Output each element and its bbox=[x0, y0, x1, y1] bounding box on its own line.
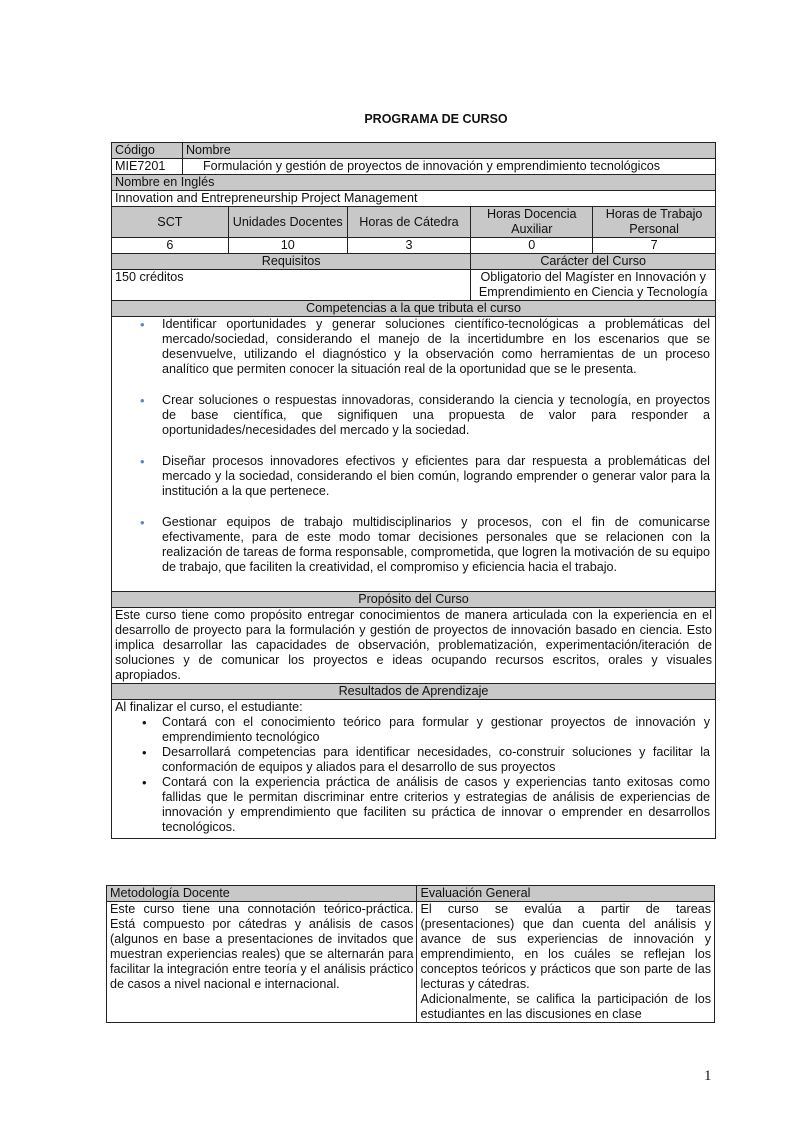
name-label: Nombre bbox=[182, 143, 715, 159]
course-character-value: Obligatorio del Magíster en Innovación y Emprendimiento en Ciencia y Tecnología bbox=[471, 270, 716, 301]
sct-value: 6 bbox=[112, 238, 229, 254]
requirements-value: 150 créditos bbox=[112, 270, 471, 301]
lecture-hours-value: 3 bbox=[347, 238, 471, 254]
purpose-label: Propósito del Curso bbox=[112, 592, 716, 608]
list-item: • Contará con la experiencia práctica de análisis de casos y experiencias tanto exitosas como fallidas que le permitan discriminar entre criterios y estrategias de análisis de experiencias de innovación y emprendimiento que faciliten su práctica de innovar o emprender en desarrollos tecnológicos. bbox=[115, 775, 712, 835]
competencies-list bbox=[115, 317, 712, 575]
code-label: Código bbox=[112, 143, 183, 159]
results-label: Resultados de Aprendizaje bbox=[112, 684, 716, 700]
english-name-label: Nombre en Inglés bbox=[112, 175, 716, 191]
competencies-label: Competencias a la que tributa el curso bbox=[112, 301, 716, 317]
list-item: • Gestionar equipos de trabajo multidisciplinarios y procesos, con el fin de comunicarse efectivamente, para de este modo tomar decisiones personales que se relacionen con la realización de tareas de forma responsable, comprometida, que logren la motivación de su equipo de trabajo, que faciliten la creatividad, el compromiso y eficiencia hacia el trabajo. bbox=[115, 515, 712, 575]
methodology-evaluation-table bbox=[106, 885, 715, 1023]
auxiliary-hours-value: 0 bbox=[471, 238, 593, 254]
methodology-text: Este curso tiene una connotación teórico-práctica. Está compuesto por cátedras y análisis de casos (algunos en base a presentaciones de invitados que muestran experiencias reales) que se alternarán para facilitar la integración entre teoría y el análisis práctico de casos a nivel nacional e internacional. bbox=[107, 902, 417, 1023]
evaluation-participation-text: Adicionalmente, se califica la participación de los estudiantes en las discusiones en clase bbox=[420, 992, 711, 1021]
results-list bbox=[115, 715, 712, 835]
page-number: 1 bbox=[704, 1068, 712, 1084]
personal-work-hours-header: Horas de Trabajo Personal bbox=[593, 207, 716, 238]
sct-header: SCT bbox=[112, 207, 229, 238]
english-name: Innovation and Entrepreneurship Project Management bbox=[112, 191, 716, 207]
list-item: • Desarrollará competencias para identificar necesidades, co-construir soluciones y facilitar la conformación de equipos y aliados para el desarrollo de sus proyectos bbox=[115, 745, 712, 775]
list-item: • Diseñar procesos innovadores efectivos y eficientes para dar respuesta a problemáticas del mercado y la sociedad, considerando el bien común, logrando emprender o generar valor para la institución a la que pertenece. bbox=[115, 454, 712, 499]
list-item: • Crear soluciones o respuestas innovadoras, considerando la ciencia y tecnología, en proyectos de base científica, que signifiquen una propuesta de valor para responder a oportunidades/necesidades del mercado y la sociedad. bbox=[115, 393, 712, 438]
course-program-table bbox=[111, 142, 716, 839]
list-item: • Identificar oportunidades y generar soluciones científico-tecnológicas a problemáticas del mercado/sociedad, considerando el manejo de la incertidumbre en los escenarios que se desenvuelve, utilizando el diagnóstico y la observación como herramientas de un proceso analítico que permiten conocer la situación real de la oportunidad que se le presenta. bbox=[115, 317, 712, 377]
teaching-units-header: Unidades Docentes bbox=[228, 207, 347, 238]
course-code: MIE7201 bbox=[112, 159, 183, 175]
results-intro: Al finalizar el curso, el estudiante: bbox=[115, 700, 303, 714]
purpose-text: Este curso tiene como propósito entregar conocimientos de manera articulada con la experiencia en el desarrollo de proyecto para la formulación y gestión de proyectos de innovación basado en ciencia. Esto implica desarrollar las capacidades de observación, problematización, experimentación/iteración de soluciones y de comunicar los proyectos e ideas ocupando recursos escritos, orales y visuales apropiados. bbox=[112, 608, 716, 684]
evaluation-text: El curso se evalúa a partir de tareas (presentaciones) que dan cuenta del análisis y avance de sus experiencias de innovación y emprendimiento, en los cuáles se reflejan los conceptos teóricos y prácticos que son parte de las lecturas y cátedras. bbox=[420, 902, 711, 991]
requirements-label: Requisitos bbox=[112, 254, 471, 270]
personal-work-hours-value: 7 bbox=[593, 238, 716, 254]
teaching-units-value: 10 bbox=[228, 238, 347, 254]
evaluation-label: Evaluación General bbox=[417, 886, 715, 902]
auxiliary-hours-header: Horas Docencia Auxiliar bbox=[471, 207, 593, 238]
course-name: Formulación y gestión de proyectos de innovación y emprendimiento tecnológicos bbox=[182, 159, 715, 175]
page-title: PROGRAMA DE CURSO bbox=[364, 112, 508, 126]
list-item: • Contará con el conocimiento teórico para formular y gestionar proyectos de innovación y emprendimiento tecnológico bbox=[115, 715, 712, 745]
lecture-hours-header: Horas de Cátedra bbox=[347, 207, 471, 238]
course-character-label: Carácter del Curso bbox=[471, 254, 716, 270]
methodology-label: Metodología Docente bbox=[107, 886, 417, 902]
